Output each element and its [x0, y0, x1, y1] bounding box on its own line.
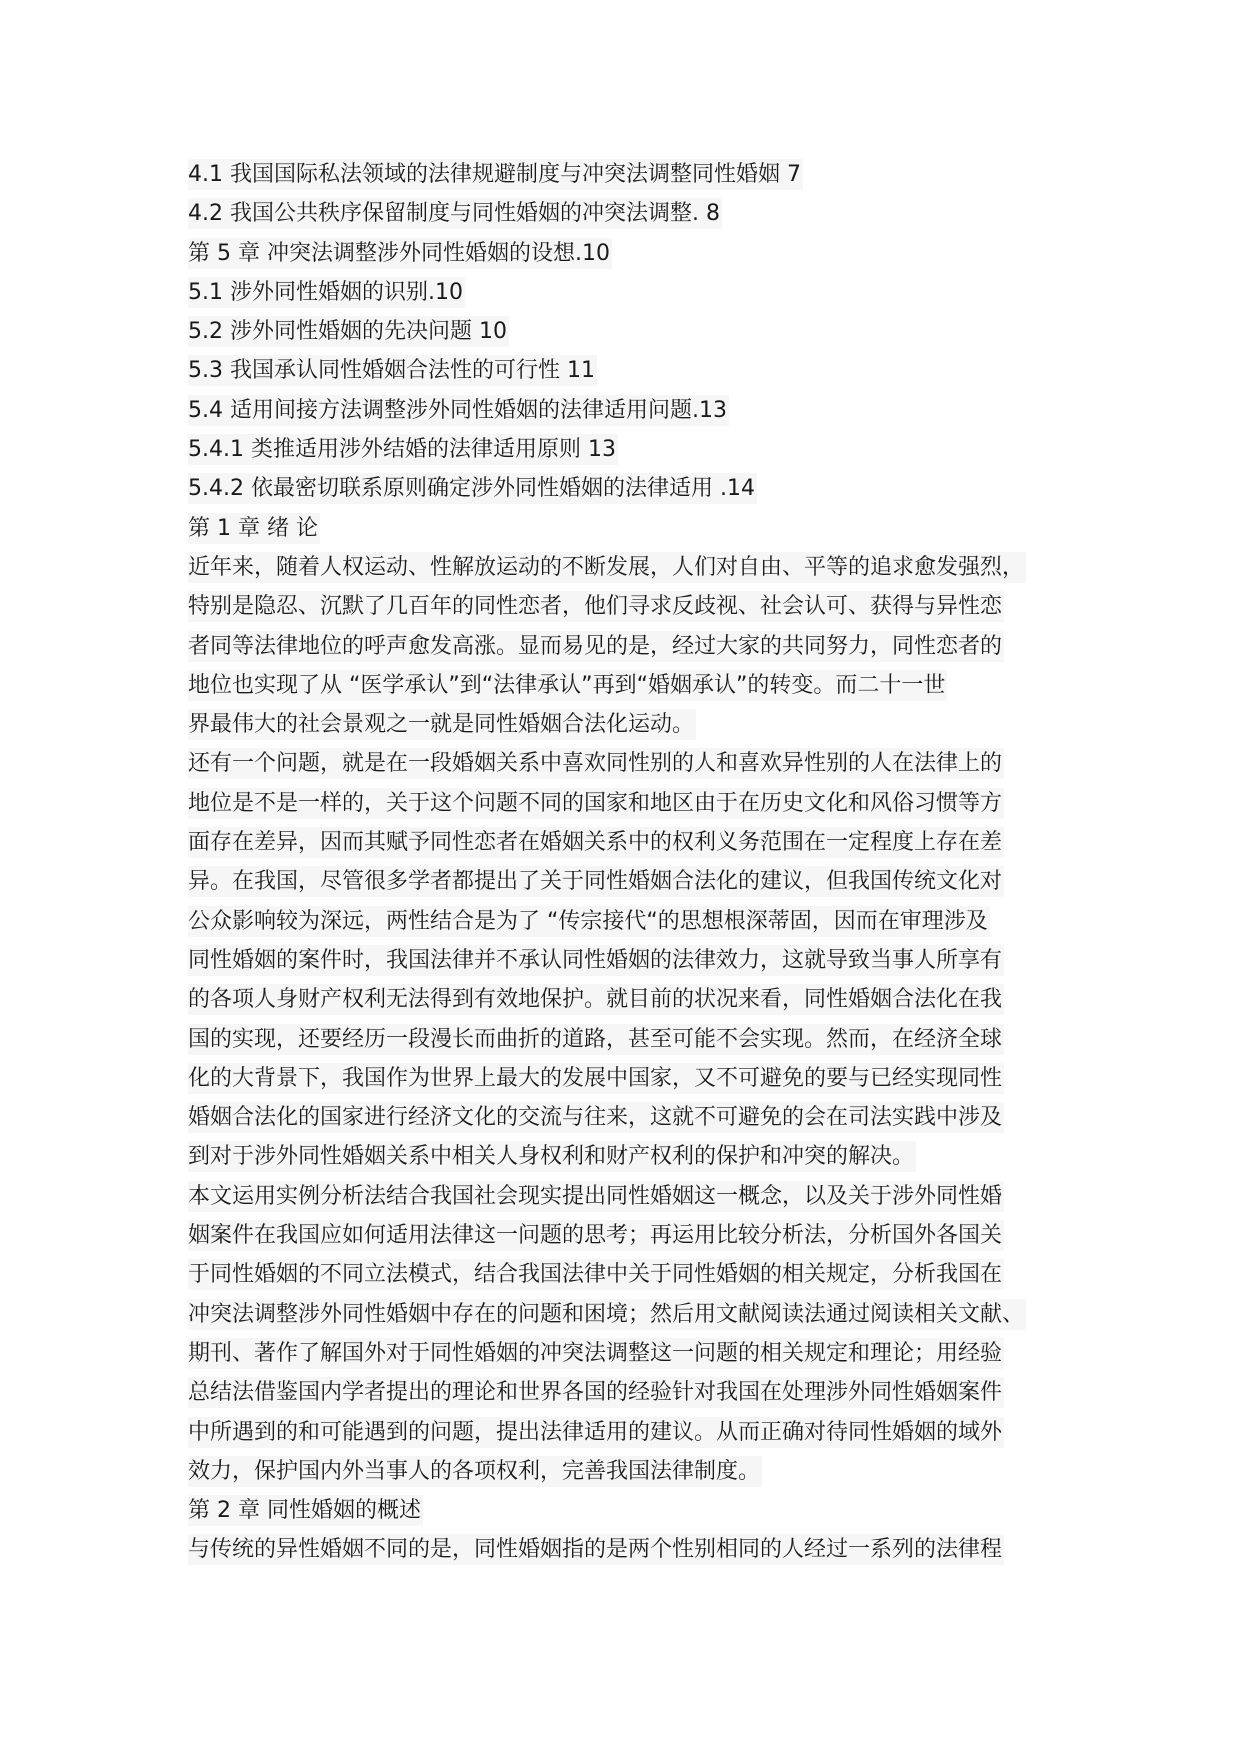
text-line: 于同性婚姻的不同立法模式，结合我国法律中关于同性婚姻的相关规定，分析我国在 [188, 1255, 1088, 1294]
text-line: 化的大背景下，我国作为世界上最大的发展中国家，又不可避免的要与已经实现同性 [188, 1059, 1088, 1098]
table-of-contents [188, 155, 1088, 509]
text-line: 地位也实现了从 “医学承认”到“法律承认”再到“婚姻承认”的转变。而二十一世 [188, 666, 1088, 705]
text-line: 姻案件在我国应如何适用法律这一问题的思考；再运用比较分析法，分析国外各国关 [188, 1216, 1088, 1255]
text-line: 婚姻合法化的国家进行经济文化的交流与往来，这就不可避免的会在司法实践中涉及 [188, 1098, 1088, 1137]
text-line: 期刊、著作了解国外对于同性婚姻的冲突法调整这一问题的相关规定和理论；用经验 [188, 1334, 1088, 1373]
text-line: 近年来，随着人权运动、性解放运动的不断发展，人们对自由、平等的追求愈发强烈， [188, 548, 1088, 587]
text-line: 效力，保护国内外当事人的各项权利，完善我国法律制度。 [188, 1452, 1088, 1491]
text-line: 面存在差异，因而其赋予同性恋者在婚姻关系中的权利义务范围在一定程度上存在差 [188, 823, 1088, 862]
toc-entry: 5.2 涉外同性婚姻的先决问题 10 [188, 312, 1088, 351]
text-line: 国的实现，还要经历一段漫长而曲折的道路，甚至可能不会实现。然而，在经济全球 [188, 1020, 1088, 1059]
text-line: 与传统的异性婚姻不同的是，同性婚姻指的是两个性别相同的人经过一系列的法律程 [188, 1530, 1088, 1569]
text-line: 本文运用实例分析法结合我国社会现实提出同性婚姻这一概念，以及关于涉外同性婚 [188, 1177, 1088, 1216]
toc-entry: 5.3 我国承认同性婚姻合法性的可行性 11 [188, 351, 1088, 390]
chapter-2-paragraph-1 [188, 1530, 1088, 1569]
chapter-2-heading: 第 2 章 同性婚姻的概述 [188, 1491, 1088, 1530]
text-line: 公众影响较为深远，两性结合是为了 “传宗接代“的思想根深蒂固，因而在审理涉及 [188, 902, 1088, 941]
chapter-1-paragraph-1 [188, 548, 1088, 744]
text-line: 的各项人身财产权利无法得到有效地保护。就目前的状况来看，同性婚姻合法化在我 [188, 980, 1088, 1019]
text-line: 中所遇到的和可能遇到的问题，提出法律适用的建议。从而正确对待同性婚姻的域外 [188, 1413, 1088, 1452]
text-line: 还有一个问题，就是在一段婚姻关系中喜欢同性别的人和喜欢异性别的人在法律上的 [188, 744, 1088, 783]
text-line: 到对于涉外同性婚姻关系中相关人身权利和财产权利的保护和冲突的解决。 [188, 1137, 1088, 1176]
toc-entry: 4.2 我国公共秩序保留制度与同性婚姻的冲突法调整. 8 [188, 194, 1088, 233]
document-page [188, 155, 1088, 1570]
text-line: 冲突法调整涉外同性婚姻中存在的问题和困境；然后用文献阅读法通过阅读相关文献、 [188, 1295, 1088, 1334]
toc-entry: 4.1 我国国际私法领域的法律规避制度与冲突法调整同性婚姻 7 [188, 155, 1088, 194]
text-line: 异。在我国，尽管很多学者都提出了关于同性婚姻合法化的建议，但我国传统文化对 [188, 862, 1088, 901]
toc-entry: 5.4.1 类推适用涉外结婚的法律适用原则 13 [188, 430, 1088, 469]
text-line: 特别是隐忍、沉默了几百年的同性恋者，他们寻求反歧视、社会认可、获得与异性恋 [188, 587, 1088, 626]
text-line: 界最伟大的社会景观之一就是同性婚姻合法化运动。 [188, 705, 1088, 744]
text-line: 同性婚姻的案件时，我国法律并不承认同性婚姻的法律效力，这就导致当事人所享有 [188, 941, 1088, 980]
text-line: 者同等法律地位的呼声愈发高涨。显而易见的是，经过大家的共同努力，同性恋者的 [188, 627, 1088, 666]
toc-entry: 5.4 适用间接方法调整涉外同性婚姻的法律适用问题.13 [188, 391, 1088, 430]
toc-entry: 5.1 涉外同性婚姻的识别.10 [188, 273, 1088, 312]
chapter-1-paragraph-3 [188, 1177, 1088, 1491]
toc-entry: 5.4.2 依最密切联系原则确定涉外同性婚姻的法律适用 .14 [188, 469, 1088, 508]
text-line: 总结法借鉴国内学者提出的理论和世界各国的经验针对我国在处理涉外同性婚姻案件 [188, 1373, 1088, 1412]
chapter-1-heading: 第 1 章 绪 论 [188, 509, 1088, 548]
text-line: 地位是不是一样的，关于这个问题不同的国家和地区由于在历史文化和风俗习惯等方 [188, 784, 1088, 823]
chapter-1-paragraph-2 [188, 744, 1088, 1176]
toc-entry: 第 5 章 冲突法调整涉外同性婚姻的设想.10 [188, 234, 1088, 273]
